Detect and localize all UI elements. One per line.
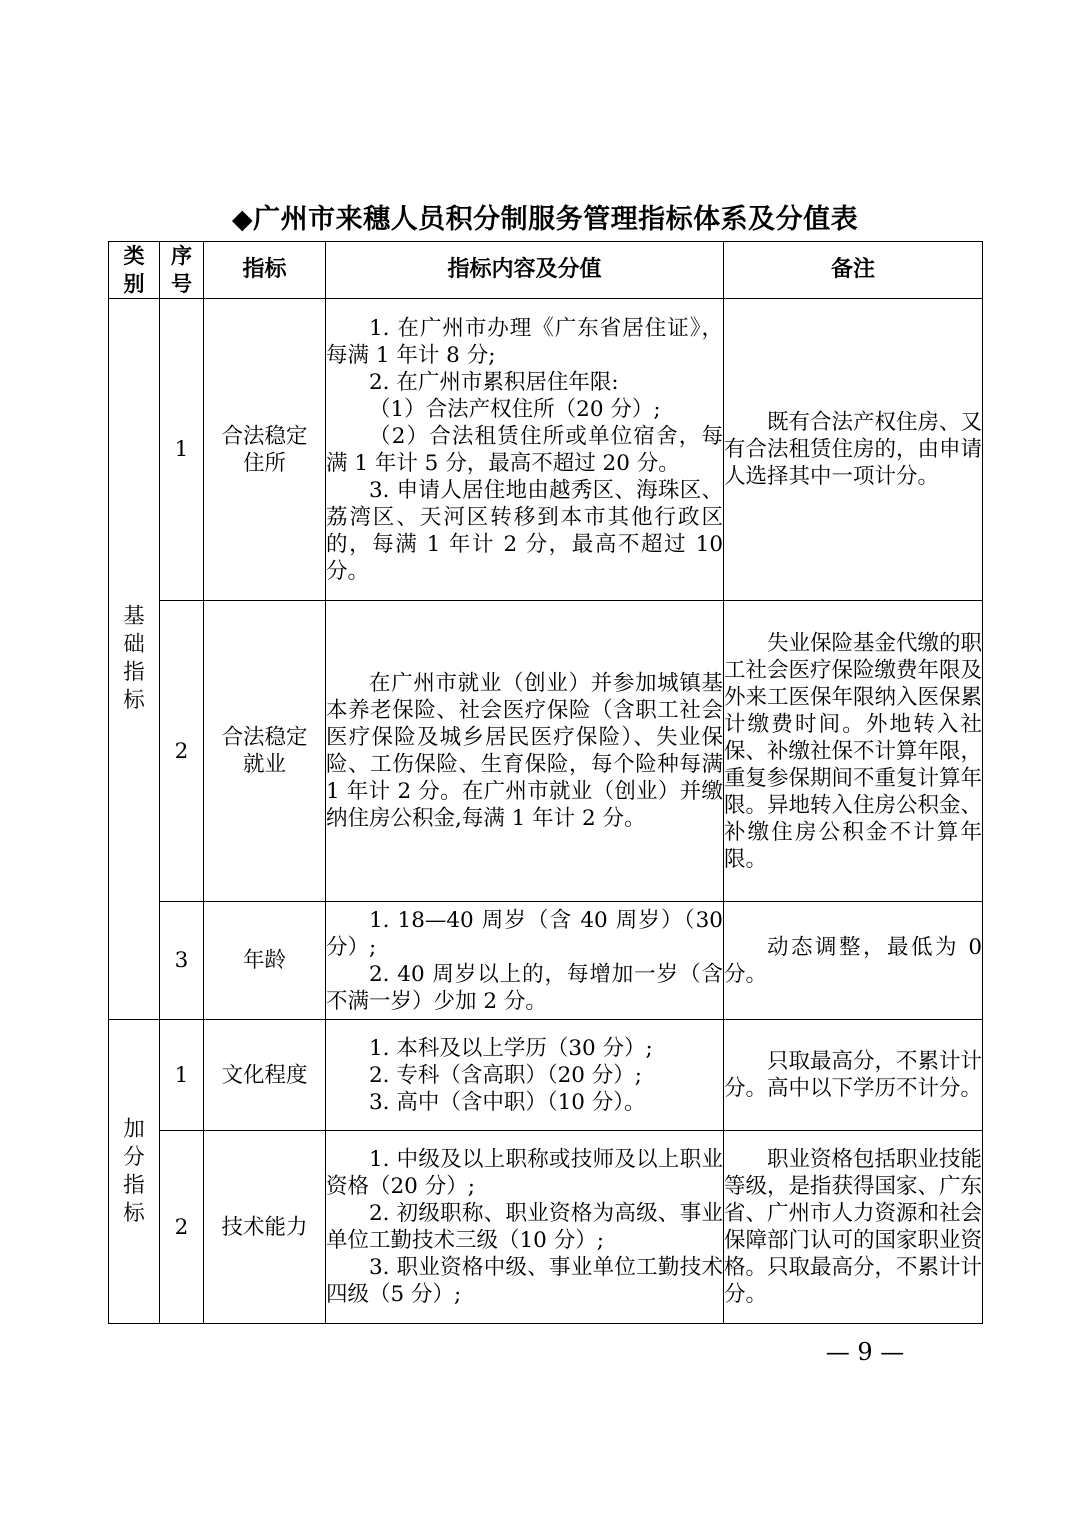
category-basic: 基础指标 (109, 299, 160, 1020)
row-content: 1. 18—40 周岁（含 40 周岁）（30 分）; 2. 40 周岁以上的，每增加一岁（含不满一岁）少加 2 分。 (326, 902, 724, 1020)
row-indicator: 合法稳定住所 (204, 299, 326, 601)
row-seq: 3 (160, 902, 204, 1020)
header-seq: 序号 (160, 242, 204, 299)
table-header-row (109, 242, 983, 299)
table-row (109, 1131, 983, 1324)
row-indicator: 技术能力 (204, 1131, 326, 1324)
indicator-table (108, 241, 983, 1324)
row-content: 1. 在广州市办理《广东省居住证》，每满 1 年计 8 分; 2. 在广州市累积居住年限: （1）合法产权住所（20 分）; （2）合法租赁住所或单位宿舍，每满 1 年计 5 分，最高不超过 20 分。 3. 申请人居住地由越秀区、海珠区、荔湾区、天河区转移到本市其他行政区的，每满 1 年计 2 分，最高不超过 10 分。 (326, 299, 724, 601)
row-remark: 失业保险基金代缴的职工社会医疗保险缴费年限及外来工医保年限纳入医保累计缴费时间。外地转入社保、补缴社保不计算年限，重复参保期间不重复计算年限。异地转入住房公积金、补缴住房公积金不计算年限。 (724, 601, 983, 902)
row-content: 在广州市就业（创业）并参加城镇基本养老保险、社会医疗保险（含职工社会医疗保险及城乡居民医疗保险）、失业保险、工伤保险、生育保险，每个险种每满 1 年计 2 分。在广州市就业（创业）并缴纳住房公积金,每满 1 年计 2 分。 (326, 601, 724, 902)
row-remark: 动态调整，最低为 0 分。 (724, 902, 983, 1020)
row-seq: 1 (160, 1020, 204, 1131)
row-remark: 职业资格包括职业技能等级，是指获得国家、广东省、广州市人力资源和社会保障部门认可的国家职业资格。只取最高分，不累计计分。 (724, 1131, 983, 1324)
header-category: 类别 (109, 242, 160, 299)
row-content: 1. 中级及以上职称或技师及以上职业资格（20 分）; 2. 初级职称、职业资格为高级、事业单位工勤技术三级（10 分）; 3. 职业资格中级、事业单位工勤技术四级（5 分）; (326, 1131, 724, 1324)
row-seq: 2 (160, 1131, 204, 1324)
table-row (109, 902, 983, 1020)
table-row (109, 601, 983, 902)
row-remark: 只取最高分，不累计计分。高中以下学历不计分。 (724, 1020, 983, 1131)
table-row (109, 1020, 983, 1131)
page-number: — 9 — (825, 1338, 905, 1366)
row-seq: 2 (160, 601, 204, 902)
row-remark: 既有合法产权住房、又有合法租赁住房的，由申请人选择其中一项计分。 (724, 299, 983, 601)
category-bonus: 加分指标 (109, 1020, 160, 1324)
row-indicator: 年龄 (204, 902, 326, 1020)
row-content: 1. 本科及以上学历（30 分）; 2. 专科（含高职）（20 分）; 3. 高中（含中职）（10 分）。 (326, 1020, 724, 1131)
row-indicator: 合法稳定就业 (204, 601, 326, 902)
header-content: 指标内容及分值 (326, 242, 724, 299)
document-title: ◆广州市来穗人员积分制服务管理指标体系及分值表 (231, 204, 859, 235)
header-remark: 备注 (724, 242, 983, 299)
row-indicator: 文化程度 (204, 1020, 326, 1131)
header-indicator: 指标 (204, 242, 326, 299)
row-seq: 1 (160, 299, 204, 601)
table-row (109, 299, 983, 601)
